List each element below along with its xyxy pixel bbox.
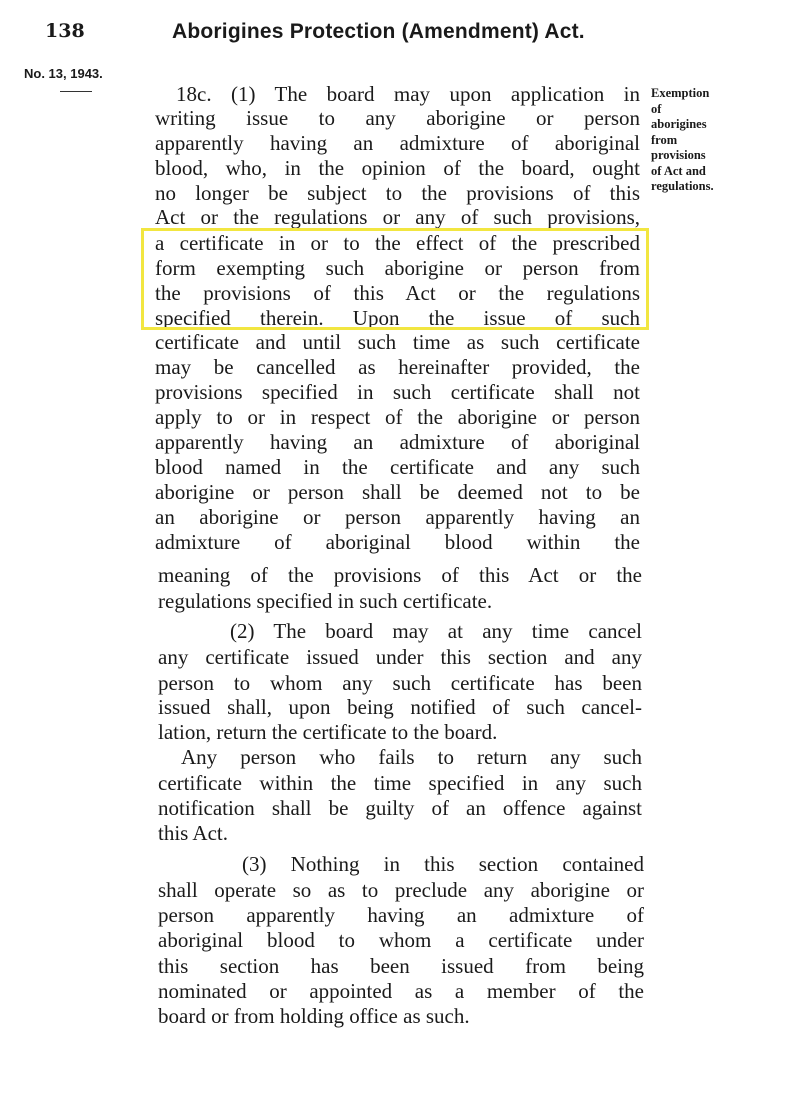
- text-line: person to whom any such certificate has been: [158, 671, 642, 695]
- text-line: Act or the regulations or any of such provisions,: [155, 205, 640, 229]
- text-line: this Act.: [158, 821, 229, 845]
- text-line: any certificate issued under this section and any: [158, 645, 642, 669]
- text-line: certificate within the time specified in any such: [158, 771, 642, 795]
- text-line: 18c. (1) The board may upon application in: [176, 82, 640, 106]
- text-line: aborigine or person shall be deemed not to be: [155, 480, 640, 504]
- act-number: No. 13, 1943.: [24, 66, 103, 81]
- text-line: blood named in the certificate and any such: [155, 455, 640, 479]
- page-number: 138: [45, 20, 85, 42]
- text-line: aboriginal blood to whom a certificate under: [158, 928, 644, 952]
- margin-note-line: of: [651, 101, 662, 116]
- text-line: writing issue to any aborigine or person: [155, 106, 640, 130]
- text-line: the provisions of this Act or the regulations: [155, 281, 640, 305]
- margin-note-line: of Act and: [651, 163, 706, 178]
- text-line: this section has been issued from being: [158, 954, 644, 978]
- text-line: Any person who fails to return any such: [181, 745, 642, 769]
- margin-note-line: regulations.: [651, 179, 714, 193]
- text-line: provisions specified in such certificate shall not: [155, 380, 640, 404]
- text-line: meaning of the provisions of this Act or the: [158, 563, 642, 587]
- margin-note-line: aborigines: [651, 117, 707, 131]
- text-line: notification shall be guilty of an offence against: [158, 796, 642, 820]
- text-line: a certificate in or to the effect of the prescribed: [155, 231, 640, 255]
- text-line: (3) Nothing in this section contained: [242, 852, 644, 876]
- text-line: shall operate so as to preclude any aborigine or: [158, 878, 644, 902]
- text-line: specified therein. Upon the issue of such: [155, 306, 640, 330]
- text-line: certificate and until such time as such certificate: [155, 330, 640, 354]
- text-line: no longer be subject to the provisions of this: [155, 181, 640, 205]
- text-line: person apparently having an admixture of: [158, 903, 644, 927]
- text-line: an aborigine or person apparently having an: [155, 505, 640, 529]
- text-line: apparently having an admixture of aboriginal: [155, 430, 640, 454]
- margin-note-line: provisions: [651, 148, 706, 162]
- text-line: admixture of aboriginal blood within the: [155, 530, 640, 554]
- text-line: lation, return the certificate to the board.: [158, 720, 498, 744]
- text-line: regulations specified in such certificate.: [158, 589, 493, 613]
- text-line: may be cancelled as hereinafter provided, the: [155, 355, 640, 379]
- text-line: nominated or appointed as a member of the: [158, 979, 644, 1003]
- margin-note-line: from: [651, 132, 678, 147]
- text-line: issued shall, upon being notified of such cancel-: [158, 695, 642, 719]
- text-line: apply to or in respect of the aborigine or person: [155, 405, 640, 429]
- text-line: apparently having an admixture of aboriginal: [155, 131, 640, 155]
- highlight-box: [141, 228, 649, 330]
- text-line: board or from holding office as such.: [158, 1004, 470, 1028]
- page-title: Aborigines Protection (Amendment) Act.: [172, 20, 585, 43]
- text-line: (2) The board may at any time cancel: [230, 619, 642, 643]
- text-line: blood, who, in the opinion of the board, ought: [155, 156, 640, 180]
- text-line: form exempting such aborigine or person from: [155, 256, 640, 280]
- margin-note-line: Exemption: [651, 86, 710, 100]
